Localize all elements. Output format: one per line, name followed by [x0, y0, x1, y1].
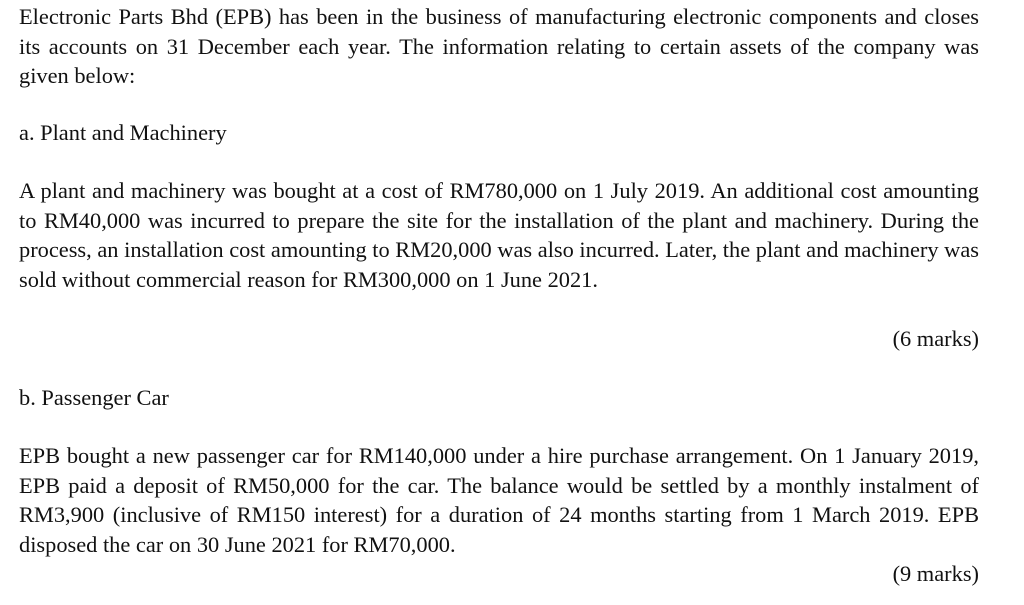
section-b-heading: b. Passenger Car	[19, 385, 169, 410]
section-b-marks: (9 marks)	[892, 561, 979, 586]
section-a-paragraph: A plant and machinery was bought at a cost of RM780,000 on 1 July 2019. An additional cost amounting to RM40,000 was incurred to prepare the site for the installation of the plant and machinery. During the process, an installation cost amounting to RM20,000 was also incurred. Later, the plant and machinery was sold without commercial reason for RM300,000 on 1 June 2021.	[19, 178, 979, 292]
intro-paragraph: Electronic Parts Bhd (EPB) has been in the business of manufacturing electronic components and closes its accounts on 31 December each year. The information relating to certain assets of the company was given below:	[19, 4, 979, 88]
section-a-heading: a. Plant and Machinery	[19, 120, 227, 145]
section-b-paragraph: EPB bought a new passenger car for RM140,000 under a hire purchase arrangement. On 1 January 2019, EPB paid a deposit of RM50,000 for the car. The balance would be settled by a monthly instalment of RM3,900 (inclusive of RM150 interest) for a duration of 24 months starting from 1 March 2019. EPB disposed the car on 30 June 2021 for RM70,000.	[19, 443, 979, 557]
section-a-marks: (6 marks)	[892, 326, 979, 351]
